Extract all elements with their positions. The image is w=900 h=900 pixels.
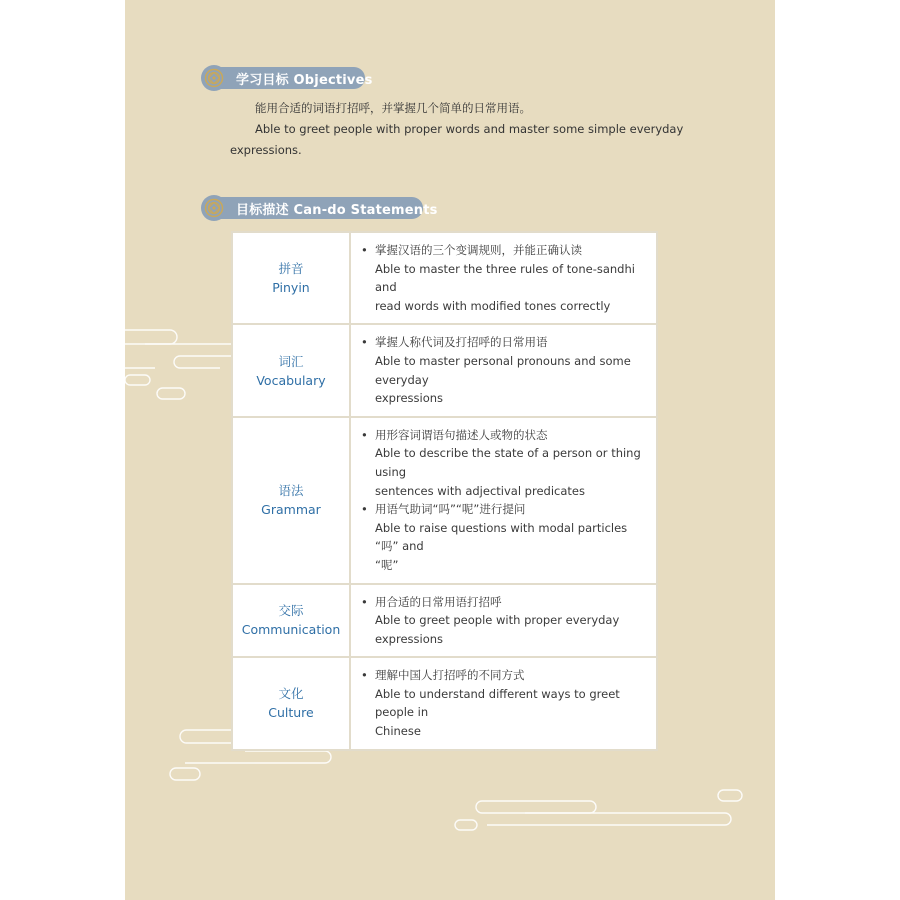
bullet-icon: • [361,594,368,609]
objectives-heading [205,67,373,89]
category-en: Culture [268,705,314,721]
item-en: Able to greet people with proper everyday expressions [375,613,620,646]
category-zh: 文化 [278,686,304,702]
category-cell [232,324,350,416]
table-row [232,657,657,749]
cando-heading [205,197,438,219]
category-en: Pinyin [272,280,310,296]
list-item [361,666,648,740]
category-en: Communication [241,622,341,638]
item-en: Able to understand different ways to greet people in [375,686,620,720]
category-cell [232,417,350,584]
item-zh: 用语气助词“吗”“呢”进行提问 [375,502,526,517]
bullet-icon: • [361,243,368,257]
item-en: read words with modified tones correctly [375,298,611,313]
item-en: Able to raise questions with modal particles “吗” and [375,520,628,554]
category-zh: 拼音 [278,261,304,277]
objectives-heading-text: 学习目标 Objectives [236,72,373,88]
cando-table [231,231,658,751]
item-zh: 用合适的日常用语打招呼 [375,594,502,609]
bullet-icon: • [361,335,368,350]
bullet-icon: • [361,668,368,683]
item-en: expressions [375,391,444,406]
list-item [361,241,648,315]
description-cell [350,584,657,658]
category-zh: 交际 [278,603,304,619]
item-en: sentences with adjectival predicates [375,483,585,498]
category-cell [232,584,350,658]
list-item [361,593,648,649]
category-zh: 语法 [278,483,304,499]
table-row [232,417,657,584]
item-zh: 用形容词谓语句描述人或物的状态 [375,427,548,442]
item-en: “呢” [375,557,399,572]
list-item [361,426,648,500]
ornament-icon [201,195,227,221]
description-cell [350,232,657,324]
bullet-icon: • [361,427,368,442]
item-en: Able to describe the state of a person or thing using [375,446,641,479]
item-zh: 掌握汉语的三个变调规则，并能正确认读 [375,243,582,257]
item-en: Able to master the three rules of tone-sandhi and [375,261,635,295]
objectives-text-en-line1: Able to greet people with proper words and master some simple everyday [255,122,684,136]
table-row [232,232,657,324]
objectives-text-zh: 能用合适的词语打招呼，并掌握几个简单的日常用语。 [255,101,531,115]
bullet-icon: • [361,502,368,517]
item-zh: 掌握人称代词及打招呼的日常用语 [375,335,548,350]
list-item [361,500,648,574]
description-cell [350,417,657,584]
description-cell [350,657,657,749]
description-cell [350,324,657,416]
item-en: Chinese [375,724,421,739]
category-en: Grammar [261,502,321,518]
category-zh: 词汇 [278,353,304,369]
textbook-page [125,0,775,900]
objectives-text-en-line2: expressions. [230,143,302,157]
item-en: Able to master personal pronouns and some everyday [375,353,631,387]
table-row [232,324,657,416]
category-cell [232,657,350,749]
cando-heading-text: 目标描述 Can-do Statements [236,202,438,218]
ornament-icon [201,65,227,91]
list-item [361,333,648,407]
item-zh: 理解中国人打招呼的不同方式 [375,668,525,683]
category-cell [232,232,350,324]
category-en: Vocabulary [256,372,326,388]
table-row [232,584,657,658]
